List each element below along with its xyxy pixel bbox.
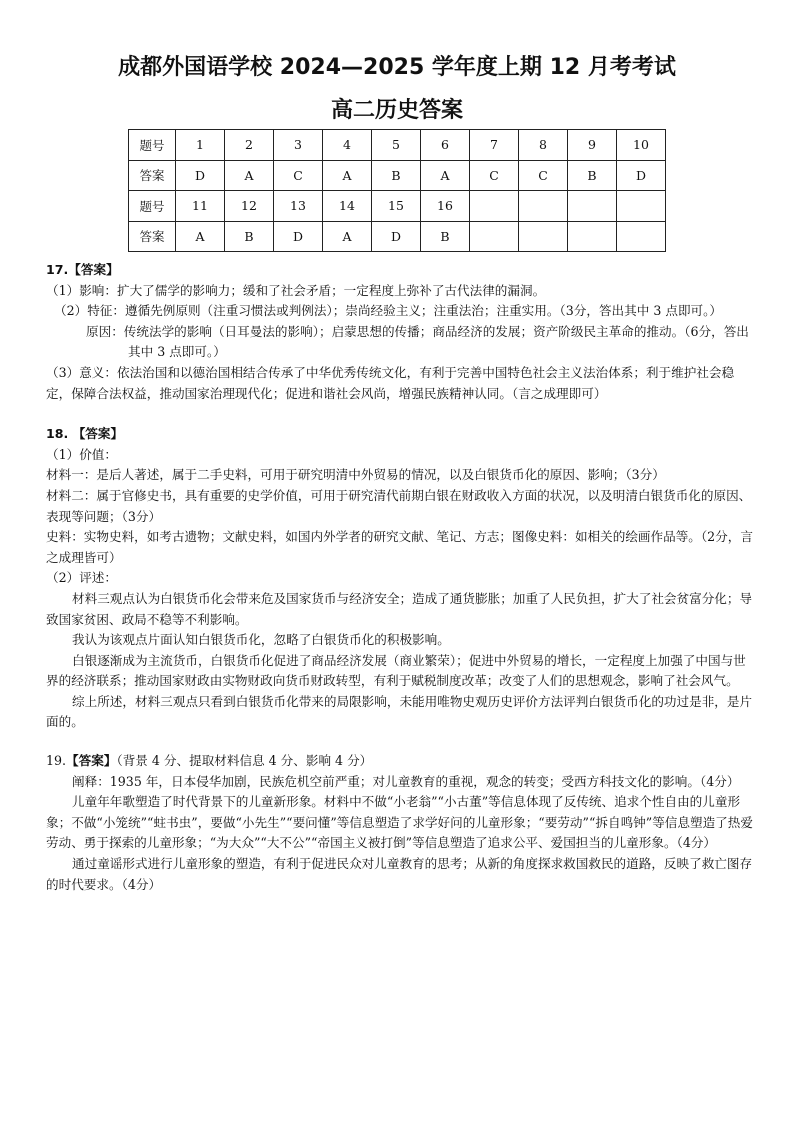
table-row <box>129 221 666 252</box>
row-label: 答案 <box>129 221 176 252</box>
document-subtitle: 高二历史答案 <box>330 98 463 123</box>
question-number: 10 <box>617 130 666 161</box>
q18-material1: 材料一：是后人著述，属于二手史料，可用于研究明清中外贸易的情况，以及白银货币化的原因、影响；（3分） <box>46 467 665 483</box>
answer-cell: B <box>372 160 421 191</box>
answer-cell: A <box>323 160 372 191</box>
question-number: 16 <box>421 191 470 222</box>
empty-cell <box>470 191 519 222</box>
empty-cell <box>617 191 666 222</box>
empty-cell <box>519 191 568 222</box>
row-label: 题号 <box>129 130 176 161</box>
q17-part1: （1）影响：扩大了儒学的影响力；缓和了社会矛盾；一定程度上弥补了古代法律的漏洞。 <box>46 282 546 298</box>
q18-argument: 白银逐渐成为主流货币，白银货币化促进了商品经济发展（商业繁荣）；促进中外贸易的增长，一定程度上加强了中国与世界的经济联系；推动国家财政由实物财政向货币财政转型，有利于赋税制度改革；改变了人们的思想观念，影响了社会风气。 <box>46 652 746 689</box>
answer-cell: D <box>274 221 323 252</box>
question-number: 2 <box>225 130 274 161</box>
q17-part2-reasons: 原因：传统法学的影响（日耳曼法的影响）；启蒙思想的传播；商品经济的发展；资产阶级民主革命的推动。（6分，答出其中 3 点即可。） <box>86 323 749 360</box>
question-number: 7 <box>470 130 519 161</box>
q18-part2-label: （2）评述： <box>46 570 117 586</box>
q19-heading <box>46 751 758 772</box>
q17-heading: 17.【答案】 <box>46 262 119 277</box>
question-number: 4 <box>323 130 372 161</box>
q18-opinion: 我认为该观点片面认知白银货币化，忽略了白银货币化的积极影响。 <box>72 632 450 648</box>
empty-cell <box>568 221 617 252</box>
empty-cell <box>617 221 666 252</box>
answer-cell: A <box>176 221 225 252</box>
q18-heading: 18. 【答案】 <box>46 426 124 442</box>
answer-cell: B <box>225 221 274 252</box>
answer-cell: B <box>421 221 470 252</box>
question-number: 14 <box>323 191 372 222</box>
answer-cell: A <box>323 221 372 252</box>
q19-scoring: （背景 4 分、提取材料信息 4 分、影响 4 分） <box>116 753 373 769</box>
spacer <box>46 733 758 751</box>
table-row <box>129 130 666 161</box>
document-title: 成都外国语学校 2024—2025 学年度上期 12 月考考试 <box>118 55 676 80</box>
answer-cell: D <box>617 160 666 191</box>
q19-explanation: 阐释：1935 年，日本侵华加剧，民族危机空前严重；对儿童教育的重视，观念的转变；受西方科技文化的影响。（4分） <box>72 773 740 789</box>
answer-cell: C <box>470 160 519 191</box>
answer-cell: B <box>568 160 617 191</box>
empty-cell <box>519 221 568 252</box>
question-number: 5 <box>372 130 421 161</box>
row-label: 答案 <box>129 160 176 191</box>
q19-number: 19. <box>46 753 67 769</box>
empty-cell <box>568 191 617 222</box>
answer-cell: D <box>176 160 225 191</box>
question-number: 15 <box>372 191 421 222</box>
answer-cell: A <box>225 160 274 191</box>
q19-impact: 通过童谣形式进行儿童形象的塑造，有利于促进民众对儿童教育的思考；从新的角度探求救国救民的道路，反映了救亡图存的时代要求。（4分） <box>46 856 753 892</box>
answer-cell: D <box>372 221 421 252</box>
spacer <box>46 404 758 424</box>
answer-table <box>128 129 666 252</box>
question-number: 3 <box>274 130 323 161</box>
q18-sources: 史料：实物史料，如考古遗物；文献史料，如国内外学者的研究文献、笔记、方志；图像史料：如相关的绘画作品等。（2分，言之成理皆可） <box>46 529 753 565</box>
row-label: 题号 <box>129 191 176 222</box>
answer-cell: A <box>421 160 470 191</box>
question-number: 9 <box>568 130 617 161</box>
answer-content <box>46 260 758 895</box>
question-number: 12 <box>225 191 274 222</box>
q17-part3: （3）意义：依法治国和以德治国相结合传承了中华优秀传统文化，有利于完善中国特色社会主义法治体系；利于维护社会稳定，保障合法权益，推动国家治理现代化；促进和谐社会风尚，增强民族精神认同。（言之成理即可） <box>46 364 735 401</box>
answer-cell: C <box>274 160 323 191</box>
q18-conclusion: 综上所述，材料三观点只看到白银货币化带来的局限影响，未能用唯物史观历史评价方法评判白银货币化的功过是非，是片面的。 <box>46 693 753 730</box>
question-number: 6 <box>421 130 470 161</box>
q17-part2-features: （2）特征：遵循先例原则（注重习惯法或判例法）；崇尚经验主义；注重法治；注重实用。（3分，答出其中 3 点即可。） <box>54 303 723 319</box>
q19-answer-label: 【答案】 <box>66 753 117 769</box>
q19-analysis: 儿童年年歌塑造了时代背景下的儿童新形象。材料中不做“小老翁”“小古董”等信息体现了反传统、追求个性自由的儿童形象；不做“小笼统”“蛀书虫”，要做“小先生”“要问懂”等信息塑造了求学好问的儿童形象；“要劳动”“拆自鸣钟”等信息塑造了热爱劳动、勇于探索的儿童形象；“为大众”“大不公”“帝国主义被打倒”等信息塑造了追求公平、爱国担当的儿童形象。（4分） <box>46 794 753 851</box>
table-row <box>129 191 666 222</box>
question-number: 1 <box>176 130 225 161</box>
question-number: 8 <box>519 130 568 161</box>
q18-part1-label: （1）价值： <box>46 446 117 462</box>
empty-cell <box>470 221 519 252</box>
question-number: 11 <box>176 191 225 222</box>
q18-view: 材料三观点认为白银货币化会带来危及国家货币与经济安全；造成了通货膨胀；加重了人民负担，扩大了社会贫富分化；导致国家贫困、政局不稳等不利影响。 <box>46 590 753 627</box>
table-row <box>129 160 666 191</box>
question-number: 13 <box>274 191 323 222</box>
q18-material2: 材料二：属于官修史书，具有重要的史学价值，可用于研究清代前期白银在财政收入方面的状况，以及明清白银货币化的原因、表现等问题；（3分） <box>46 487 752 524</box>
answer-cell: C <box>519 160 568 191</box>
